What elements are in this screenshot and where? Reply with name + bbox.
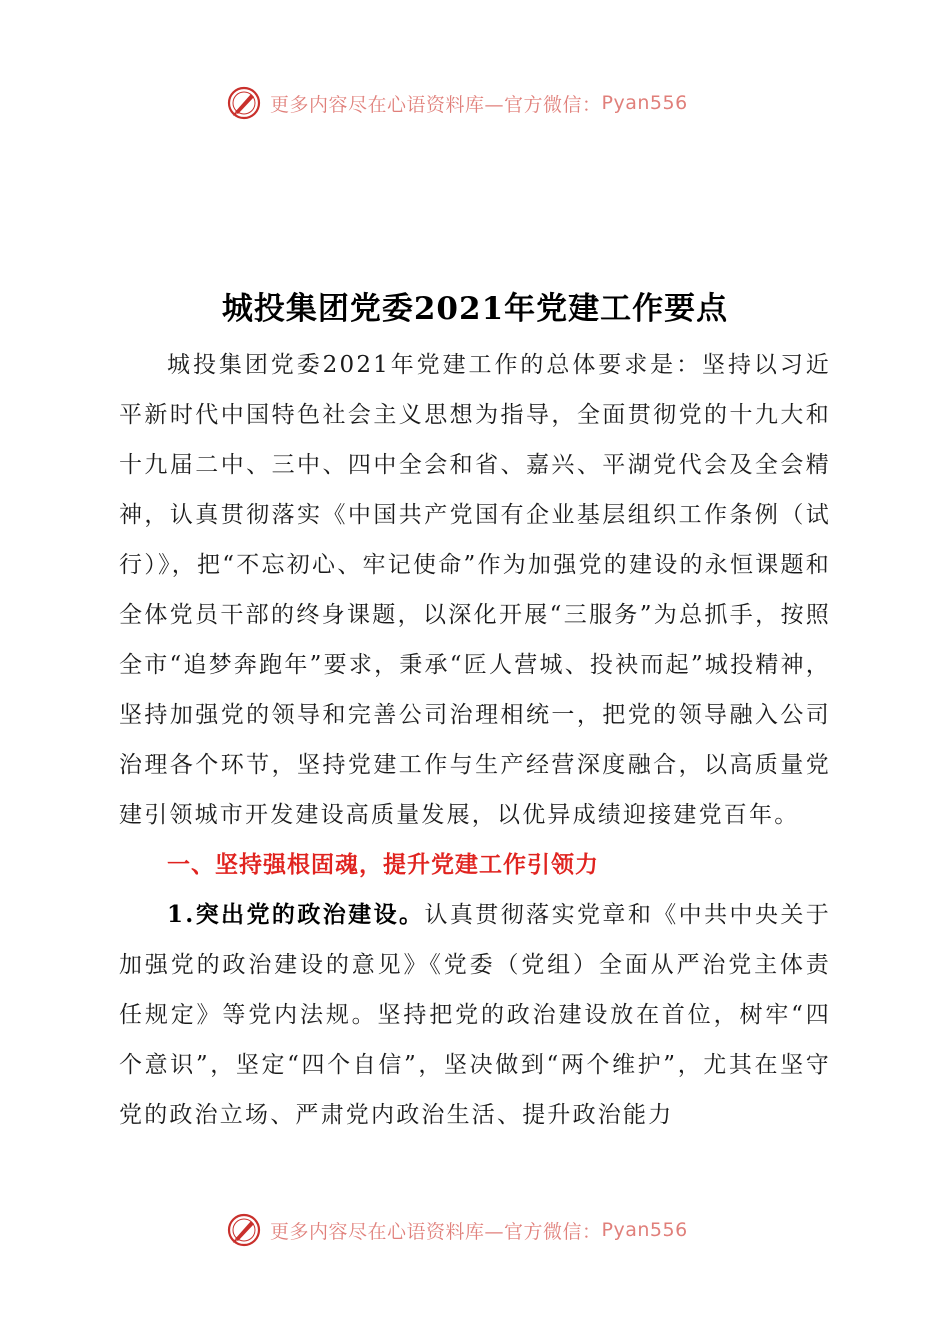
document-body: [119, 340, 831, 1140]
intro-paragraph: 城投集团党委2021年党建工作的总体要求是：坚持以习近平新时代中国特色社会主义思想为指导，全面贯彻党的十九大和十九届二中、三中、四中全会和省、嘉兴、平湖党代会及全会精神，认真贯彻落实《中国共产党国有企业基层组织工作条例（试行）》，把“不忘初心、牢记使命”作为加强党的建设的永恒课题和全体党员干部的终身课题，以深化开展“三服务”为总抓手，按照全市“追梦奔跑年”要求，秉承“匠人营城、投袂而起”城投精神，坚持加强党的领导和完善公司治理相统一，把党的领导融入公司治理各个环节，坚持党建工作与生产经营深度融合，以高质量党建引领城市开发建设高质量发展，以优异成绩迎接建党百年。: [119, 352, 831, 828]
watermark-text: 更多内容尽在心语资料库—官方微信：: [270, 93, 602, 116]
item-body: 认真贯彻落实党章和《中共中央关于加强党的政治建设的意见》《党委（党组）全面从严治党主体责任规定》等党内法规。坚持把党的政治建设放在首位，树牢“四个意识”，坚定“四个自信”，坚决做到“两个维护”，尤其在坚守党的政治立场、严肃党内政治生活、提升政治能力: [119, 902, 832, 1128]
watermark-wechat-id: Pyan556: [601, 1219, 688, 1241]
item-lead: 1.突出党的政治建设。: [167, 901, 425, 928]
document-title: 城投集团党委2021年党建工作要点: [221, 290, 729, 327]
section-heading: 一、坚持强根固魂，提升党建工作引领力: [167, 852, 599, 878]
watermark-wechat-id: Pyan556: [601, 92, 688, 114]
item-paragraph: [119, 890, 831, 1140]
watermark-text: 更多内容尽在心语资料库—官方微信：: [270, 1220, 602, 1243]
pen-logo-icon: [226, 85, 262, 121]
watermark-footer: [226, 1210, 688, 1250]
pen-logo-icon: [226, 1212, 262, 1248]
watermark-header: [226, 83, 688, 123]
